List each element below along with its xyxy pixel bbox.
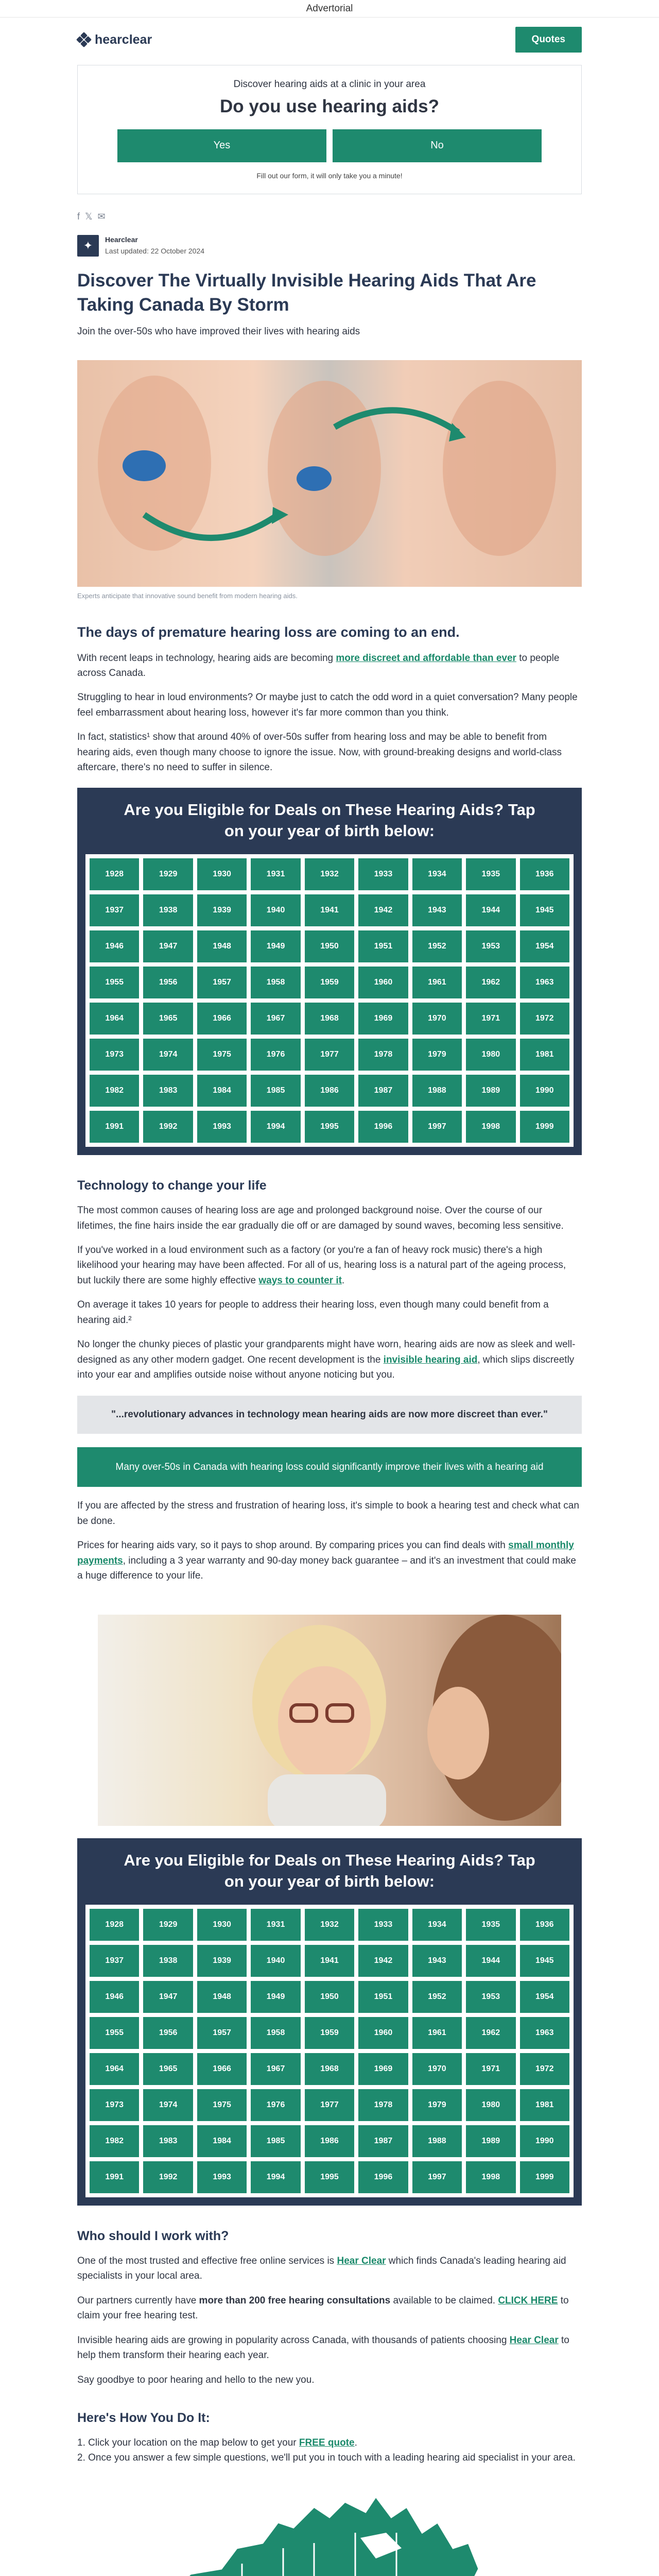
- year-button[interactable]: 1995: [305, 2161, 354, 2193]
- year-button[interactable]: 1945: [520, 894, 569, 926]
- year-button[interactable]: 1975: [197, 1039, 247, 1071]
- year-button[interactable]: 1991: [90, 1111, 139, 1143]
- paragraph: Prices for hearing aids vary, so it pays to shop around. By comparing prices you can find deals with small monthly payments, including a 3 year warranty and 90-day money back guarantee – and it's an investment that could make a huge difference to your life.: [77, 1540, 576, 1582]
- year-button[interactable]: 1974: [143, 1039, 193, 1071]
- year-button[interactable]: 1959: [305, 967, 354, 998]
- year-button[interactable]: 1951: [358, 1981, 408, 2013]
- year-button[interactable]: 1962: [466, 967, 515, 998]
- paragraph: One of the most trusted and effective free online services is Hear Clear which finds Canada's leading hearing aid specialists in your local area.: [77, 2255, 566, 2282]
- year-button[interactable]: 1996: [358, 2161, 408, 2193]
- year-button[interactable]: 1984: [197, 2125, 247, 2157]
- year-button[interactable]: 1940: [251, 1945, 300, 1977]
- women-smiling-photo: [98, 1615, 561, 1826]
- hearing-aid-quiz: [77, 65, 582, 194]
- paragraph: Our partners currently have more than 200 free hearing consultations available to be claimed. CLICK HERE to claim your free hearing test.: [77, 2295, 569, 2321]
- free-quote-link[interactable]: FREE quote: [299, 2437, 355, 2448]
- paragraph: If you've worked in a loud environment such as a factory (or you're a fan of heavy rock music) there's a high likelihood your hearing may have been affected. For all of us, hearing loss is a natural part of the ageing process, but luckily there are some highly effective ways to counter it.: [77, 1244, 566, 1286]
- section-heading-technology: Technology to change your life: [77, 1178, 267, 1193]
- year-button[interactable]: 1935: [466, 1909, 515, 1941]
- quiz-note: Fill out our form, it will only take you a minute!: [256, 171, 403, 180]
- year-button[interactable]: 1961: [412, 2017, 462, 2049]
- author-name: Hearclear: [105, 235, 138, 244]
- year-button[interactable]: 1978: [358, 2089, 408, 2121]
- last-updated: Last updated: 22 October 2024: [105, 246, 205, 255]
- paragraph: Invisible hearing aids are growing in popularity across Canada, with thousands of patients choosing Hear Clear to help them transform their hearing each year.: [77, 2334, 569, 2361]
- year-button[interactable]: 1940: [251, 894, 300, 926]
- year-button[interactable]: 1977: [305, 1039, 354, 1071]
- year-button[interactable]: 1981: [520, 2089, 569, 2121]
- affordable-link[interactable]: more discreet and affordable than ever: [336, 652, 516, 664]
- year-button[interactable]: 1972: [520, 2053, 569, 2085]
- year-button[interactable]: 1992: [143, 1111, 193, 1143]
- email-icon[interactable]: ✉: [97, 211, 106, 222]
- pull-quote: "...revolutionary advances in technology mean hearing aids are now more discreet than ever.": [77, 1396, 582, 1433]
- year-button[interactable]: 1952: [412, 930, 462, 962]
- year-button[interactable]: 1981: [520, 1039, 569, 1071]
- year-grid: [85, 854, 574, 1147]
- year-button[interactable]: 1964: [90, 2053, 139, 2085]
- year-button[interactable]: 1976: [251, 2089, 300, 2121]
- year-button[interactable]: 1933: [358, 1909, 408, 1941]
- year-button[interactable]: 1995: [305, 1111, 354, 1143]
- year-button[interactable]: 1936: [520, 858, 569, 890]
- year-button[interactable]: 1939: [197, 1945, 247, 1977]
- canada-map-shape[interactable]: [160, 2486, 499, 2576]
- year-button[interactable]: 1986: [305, 1075, 354, 1107]
- paragraph: If you are affected by the stress and frustration of hearing loss, it's simple to book a hearing test and check what can be done.: [77, 1500, 579, 1527]
- quiz-no-button[interactable]: No: [333, 129, 542, 162]
- green-callout: Many over-50s in Canada with hearing loss could significantly improve their lives with a hearing aid: [77, 1447, 582, 1487]
- year-button[interactable]: 1982: [90, 1075, 139, 1107]
- paragraph: With recent leaps in technology, hearing aids are becoming more discreet and affordable than ever to people across Canada.: [77, 652, 560, 679]
- year-button[interactable]: 1957: [197, 967, 247, 998]
- canada-map[interactable]: [160, 2486, 499, 2576]
- year-button[interactable]: 1961: [412, 967, 462, 998]
- year-button[interactable]: 1971: [466, 1003, 515, 1035]
- year-button[interactable]: 1930: [197, 1909, 247, 1941]
- top-bar: [0, 18, 659, 62]
- quotes-button[interactable]: Quotes: [515, 27, 582, 53]
- year-button[interactable]: 1944: [466, 894, 515, 926]
- year-button[interactable]: 1969: [358, 2053, 408, 2085]
- year-selector-title: Are you Eligible for Deals on These Hearing Aids? Tap on your year of birth below:: [124, 1851, 535, 1891]
- year-button[interactable]: 1967: [251, 2053, 300, 2085]
- year-button[interactable]: 1955: [90, 967, 139, 998]
- hear-clear-link-2[interactable]: Hear Clear: [509, 2334, 559, 2346]
- year-of-birth-selector: [77, 788, 582, 1156]
- year-button[interactable]: 1937: [90, 894, 139, 926]
- year-button[interactable]: 1969: [358, 1003, 408, 1035]
- year-button[interactable]: 1974: [143, 2089, 193, 2121]
- year-button[interactable]: 1988: [412, 2125, 462, 2157]
- year-button[interactable]: 1943: [412, 894, 462, 926]
- year-button[interactable]: 1954: [520, 930, 569, 962]
- year-button[interactable]: 1958: [251, 967, 300, 998]
- year-button[interactable]: 1990: [520, 2125, 569, 2157]
- year-button[interactable]: 1966: [197, 1003, 247, 1035]
- year-button[interactable]: 1963: [520, 967, 569, 998]
- year-of-birth-selector: [77, 1838, 582, 2206]
- year-button[interactable]: 1949: [251, 1981, 300, 2013]
- year-grid: [85, 1905, 574, 2197]
- year-button[interactable]: 1928: [90, 1909, 139, 1941]
- logo-icon: [77, 33, 91, 46]
- brand-name: hearclear: [95, 32, 152, 47]
- invisible-hearing-aid-link[interactable]: invisible hearing aid: [383, 1354, 478, 1365]
- section-heading-how: Here's How You Do It:: [77, 2411, 210, 2425]
- year-button[interactable]: 1938: [143, 894, 193, 926]
- year-button[interactable]: 1997: [412, 2161, 462, 2193]
- year-button[interactable]: 1944: [466, 1945, 515, 1977]
- year-button[interactable]: 1989: [466, 1075, 515, 1107]
- year-button[interactable]: 1937: [90, 1945, 139, 1977]
- year-button[interactable]: 1965: [143, 1003, 193, 1035]
- section-heading-who: Who should I work with?: [77, 2229, 229, 2244]
- year-button[interactable]: 1941: [305, 894, 354, 926]
- year-button[interactable]: 1951: [358, 930, 408, 962]
- step-one: 1. Click your location on the map below to get your FREE quote.: [77, 2437, 357, 2448]
- x-icon[interactable]: 𝕏: [85, 211, 93, 222]
- year-button[interactable]: 1988: [412, 1075, 462, 1107]
- article-title: Discover The Virtually Invisible Hearing Aids That Are Taking Canada By Storm: [77, 270, 536, 315]
- year-button[interactable]: 1966: [197, 2053, 247, 2085]
- year-button[interactable]: 1959: [305, 2017, 354, 2049]
- advertorial-label: Advertorial: [0, 0, 659, 18]
- year-button[interactable]: 1939: [197, 894, 247, 926]
- paragraph: On average it takes 10 years for people to address their hearing loss, even though many could benefit from a hearing aid.²: [77, 1299, 549, 1326]
- click-here-link[interactable]: CLICK HERE: [498, 2295, 558, 2306]
- year-button[interactable]: 1956: [143, 967, 193, 998]
- year-button[interactable]: 1936: [520, 1909, 569, 1941]
- year-button[interactable]: 1999: [520, 1111, 569, 1143]
- year-button[interactable]: 1980: [466, 1039, 515, 1071]
- year-button[interactable]: 1960: [358, 2017, 408, 2049]
- hero-image-hearing-aids: [77, 360, 582, 587]
- year-button[interactable]: 1992: [143, 2161, 193, 2193]
- counter-it-link[interactable]: ways to counter it: [258, 1275, 342, 1286]
- year-button[interactable]: 1960: [358, 967, 408, 998]
- year-button[interactable]: 1994: [251, 2161, 300, 2193]
- year-button[interactable]: 1987: [358, 2125, 408, 2157]
- year-button[interactable]: 1998: [466, 1111, 515, 1143]
- year-button[interactable]: 1934: [412, 858, 462, 890]
- year-button[interactable]: 1986: [305, 2125, 354, 2157]
- year-button[interactable]: 1953: [466, 1981, 515, 2013]
- year-button[interactable]: 1989: [466, 2125, 515, 2157]
- section-heading-days: The days of premature hearing loss are coming to an end.: [77, 624, 460, 640]
- quiz-question: Do you use hearing aids?: [220, 96, 439, 117]
- year-button[interactable]: 1929: [143, 1909, 193, 1941]
- brand-logo[interactable]: [77, 30, 152, 50]
- year-button[interactable]: 1953: [466, 930, 515, 962]
- year-button[interactable]: 1930: [197, 858, 247, 890]
- year-button[interactable]: 1942: [358, 1945, 408, 1977]
- year-button[interactable]: 1979: [412, 1039, 462, 1071]
- year-button[interactable]: 1978: [358, 1039, 408, 1071]
- year-button[interactable]: 1958: [251, 2017, 300, 2049]
- year-button[interactable]: 1998: [466, 2161, 515, 2193]
- year-button[interactable]: 1999: [520, 2161, 569, 2193]
- facebook-icon[interactable]: f: [77, 211, 80, 222]
- year-button[interactable]: 1964: [90, 1003, 139, 1035]
- year-button[interactable]: 1938: [143, 1945, 193, 1977]
- year-button[interactable]: 1949: [251, 930, 300, 962]
- year-button[interactable]: 1991: [90, 2161, 139, 2193]
- year-button[interactable]: 1975: [197, 2089, 247, 2121]
- year-button[interactable]: 1934: [412, 1909, 462, 1941]
- quiz-yes-button[interactable]: Yes: [117, 129, 326, 162]
- year-button[interactable]: 1957: [197, 2017, 247, 2049]
- year-button[interactable]: 1980: [466, 2089, 515, 2121]
- paragraph: In fact, statistics¹ show that around 40% of over-50s suffer from hearing loss and may be able to benefit from hearing aids, even though many choose to ignore the issue. Now, with ground-breaking designs and world-class aftercare, there's no need to suffer in silence.: [77, 732, 562, 773]
- year-button[interactable]: 1929: [143, 858, 193, 890]
- year-button[interactable]: 1932: [305, 858, 354, 890]
- year-button[interactable]: 1990: [520, 1075, 569, 1107]
- year-button[interactable]: 1965: [143, 2053, 193, 2085]
- year-button[interactable]: 1950: [305, 1981, 354, 2013]
- year-button[interactable]: 1987: [358, 1075, 408, 1107]
- year-button[interactable]: 1993: [197, 2161, 247, 2193]
- year-button[interactable]: 1933: [358, 858, 408, 890]
- year-button[interactable]: 1946: [90, 1981, 139, 2013]
- year-button[interactable]: 1942: [358, 894, 408, 926]
- year-button[interactable]: 1972: [520, 1003, 569, 1035]
- year-button[interactable]: 1952: [412, 1981, 462, 2013]
- year-button[interactable]: 1948: [197, 1981, 247, 2013]
- article: [0, 210, 659, 2576]
- hero-caption: Experts anticipate that innovative sound benefit from modern hearing aids.: [77, 591, 298, 600]
- year-button[interactable]: 1971: [466, 2053, 515, 2085]
- year-button[interactable]: 1941: [305, 1945, 354, 1977]
- year-button[interactable]: 1943: [412, 1945, 462, 1977]
- share-bar: [77, 210, 582, 224]
- year-button[interactable]: 1932: [305, 1909, 354, 1941]
- year-button[interactable]: 1973: [90, 2089, 139, 2121]
- year-button[interactable]: 1994: [251, 1111, 300, 1143]
- year-button[interactable]: 1977: [305, 2089, 354, 2121]
- year-button[interactable]: 1970: [412, 1003, 462, 1035]
- year-button[interactable]: 1962: [466, 2017, 515, 2049]
- year-button[interactable]: 1947: [143, 930, 193, 962]
- year-button[interactable]: 1970: [412, 2053, 462, 2085]
- year-button[interactable]: 1983: [143, 1075, 193, 1107]
- year-button[interactable]: 1950: [305, 930, 354, 962]
- article-lead: Join the over-50s who have improved their lives with hearing aids: [77, 326, 360, 337]
- year-button[interactable]: 1997: [412, 1111, 462, 1143]
- year-button[interactable]: 1928: [90, 858, 139, 890]
- year-button[interactable]: 1955: [90, 2017, 139, 2049]
- year-button[interactable]: 1996: [358, 1111, 408, 1143]
- hear-clear-link[interactable]: Hear Clear: [337, 2255, 386, 2266]
- paragraph: Say goodbye to poor hearing and hello to the new you.: [77, 2374, 315, 2385]
- paragraph: Struggling to hear in loud environments? Or maybe just to catch the odd word in a quiet conversation? Many people feel embarrassment about hearing loss, however it's far more common than you think.: [77, 692, 578, 718]
- year-button[interactable]: 1968: [305, 2053, 354, 2085]
- year-button[interactable]: 1984: [197, 1075, 247, 1107]
- paragraph: No longer the chunky pieces of plastic your grandparents might have worn, hearing aids are now as sleek and well-designed as any other modern gadget. One recent development is the invisible hearing aid, which slips discreetly into your ear and amplifies outside noise without anyone noticing but you.: [77, 1339, 576, 1380]
- year-button[interactable]: 1968: [305, 1003, 354, 1035]
- year-button[interactable]: 1967: [251, 1003, 300, 1035]
- year-button[interactable]: 1956: [143, 2017, 193, 2049]
- year-button[interactable]: 1963: [520, 2017, 569, 2049]
- year-button[interactable]: 1973: [90, 1039, 139, 1071]
- monthly-payments-link[interactable]: small monthly payments: [77, 1540, 574, 1566]
- year-button[interactable]: 1947: [143, 1981, 193, 2013]
- year-button[interactable]: 1946: [90, 930, 139, 962]
- step-two: 2. Once you answer a few simple questions, we'll put you in touch with a leading hearing aid specialist in your area.: [77, 2452, 576, 2464]
- quiz-subtitle: Discover hearing aids at a clinic in your area: [233, 79, 426, 90]
- year-button[interactable]: 1945: [520, 1945, 569, 1977]
- author-block: [77, 234, 582, 257]
- year-button[interactable]: 1993: [197, 1111, 247, 1143]
- year-button[interactable]: 1935: [466, 858, 515, 890]
- year-selector-title: Are you Eligible for Deals on These Hearing Aids? Tap on your year of birth below:: [124, 800, 535, 840]
- year-button[interactable]: 1985: [251, 1075, 300, 1107]
- paragraph: The most common causes of hearing loss are age and prolonged background noise. Over the course of our lifetimes, the fine hairs inside the ear gradually die off or are damaged by sound waves, becoming less sensitive.: [77, 1205, 564, 1231]
- photo-illustration: [98, 1615, 561, 1826]
- year-button[interactable]: 1931: [251, 1909, 300, 1941]
- year-button[interactable]: 1931: [251, 858, 300, 890]
- year-button[interactable]: 1983: [143, 2125, 193, 2157]
- year-button[interactable]: 1948: [197, 930, 247, 962]
- year-button[interactable]: 1982: [90, 2125, 139, 2157]
- year-button[interactable]: 1979: [412, 2089, 462, 2121]
- ears-illustration: [77, 360, 582, 587]
- year-button[interactable]: 1954: [520, 1981, 569, 2013]
- author-avatar: ✦: [77, 235, 99, 257]
- year-button[interactable]: 1976: [251, 1039, 300, 1071]
- year-button[interactable]: 1985: [251, 2125, 300, 2157]
